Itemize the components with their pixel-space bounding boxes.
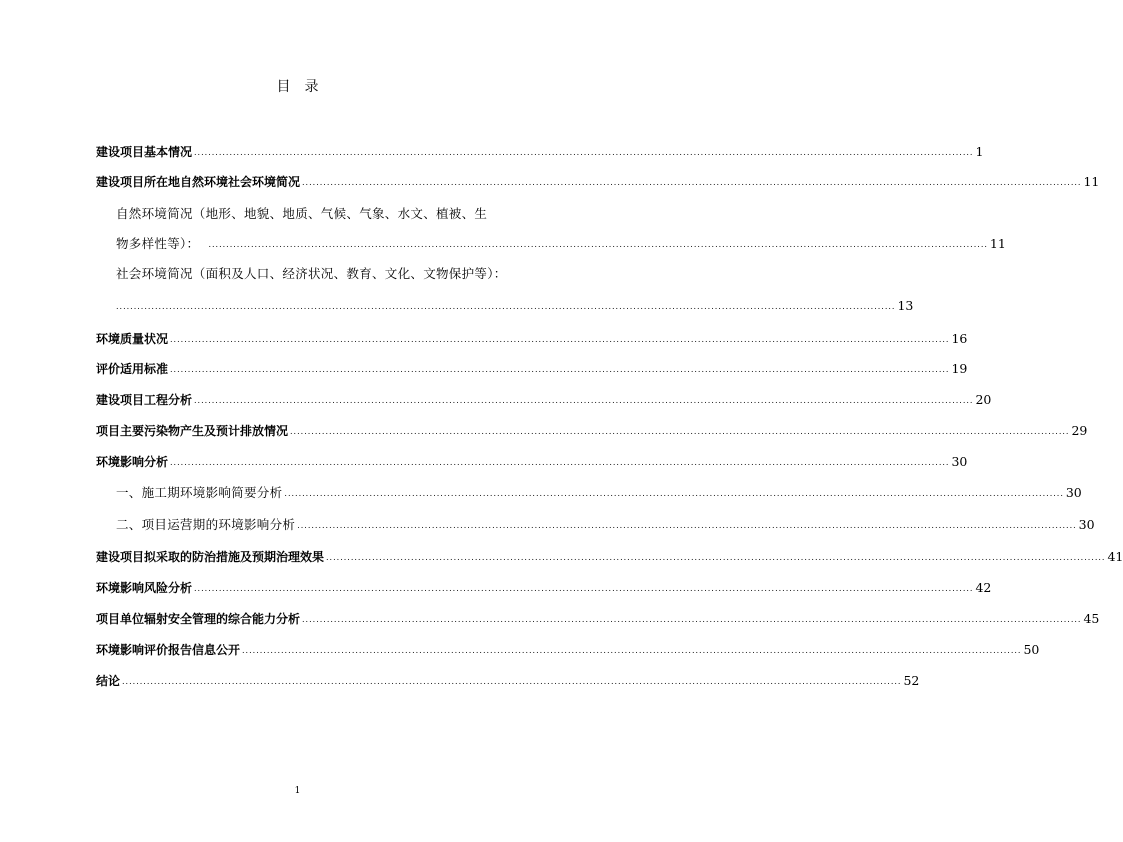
toc-entry-label: 建设项目工程分析 <box>96 393 193 407</box>
toc-leader-dots: ............................................................................................................................................................................................................................ <box>201 240 988 249</box>
toc-leader-dots: ............................................................................................................................................................................................................................ <box>194 396 974 405</box>
toc-entry-label: 一、施工期环境影响简要分析 <box>116 485 283 500</box>
toc-entry-page: 11 <box>1083 174 1100 189</box>
toc-entry[interactable] <box>96 545 1123 565</box>
toc-entry-label: 项目主要污染物产生及预计排放情况 <box>96 424 289 438</box>
toc-entry-page: 11 <box>989 236 1006 251</box>
toc-leader-dots: ............................................................................................................................................................................................................................ <box>194 148 974 157</box>
toc-leader-dots: ............................................................................................................................................................................................................................ <box>170 365 950 374</box>
toc-leader-dots: ............................................................................................................................................................................................................................ <box>297 521 1077 530</box>
toc-leader-dots: ............................................................................................................................................................................................................................ <box>242 646 1022 655</box>
toc-entry-page: 1 <box>975 144 984 159</box>
toc-entry-label: 二、项目运营期的环境影响分析 <box>116 517 296 532</box>
toc-entry-page: 50 <box>1023 642 1040 657</box>
toc-entry-label: 环境影响风险分析 <box>96 581 193 595</box>
toc-leader-dots: ............................................................................................................................................................................................................................ <box>326 553 1106 562</box>
toc-leader-dots: ............................................................................................................................................................................................................................ <box>194 584 974 593</box>
toc-entry-page: 45 <box>1083 611 1100 626</box>
toc-leader-dots: ............................................................................................................................................................................................................................ <box>170 458 950 467</box>
toc-entry[interactable] <box>116 294 914 314</box>
toc-entry[interactable] <box>96 170 1100 190</box>
toc-leader-dots: ............................................................................................................................................................................................................................ <box>302 615 1082 624</box>
toc-entry[interactable] <box>96 140 984 160</box>
toc-entry[interactable] <box>96 357 968 377</box>
toc-entry[interactable] <box>96 388 992 408</box>
toc-entry-page: 30 <box>1065 485 1082 500</box>
toc-entry-line[interactable] <box>116 202 514 222</box>
toc-entry-label: 环境影响评价报告信息公开 <box>96 643 241 657</box>
toc-leader-dots: ............................................................................................................................................................................................................................ <box>116 302 896 311</box>
toc-entry-label: 结论 <box>96 674 121 688</box>
toc-entry-line[interactable] <box>116 262 514 282</box>
toc-entry[interactable] <box>96 576 992 596</box>
toc-leader-dots: ............................................................................................................................................................................................................................ <box>170 335 950 344</box>
toc-entry-page: 41 <box>1107 549 1123 564</box>
toc-entry[interactable] <box>116 513 1095 533</box>
toc-title: 目 录 <box>276 79 319 95</box>
toc-entry[interactable] <box>116 481 1082 501</box>
toc-entry-label: 环境质量状况 <box>96 332 169 346</box>
toc-entry[interactable] <box>96 327 968 347</box>
toc-entry-page: 29 <box>1071 423 1088 438</box>
toc-entry[interactable] <box>96 419 1088 439</box>
toc-entry-label: 项目单位辐射安全管理的综合能力分析 <box>96 612 301 626</box>
toc-entry[interactable] <box>96 450 968 470</box>
toc-entry-page: 30 <box>951 454 968 469</box>
toc-entry-page: 42 <box>975 580 992 595</box>
toc-leader-dots: ............................................................................................................................................................................................................................ <box>284 489 1064 498</box>
toc-entry-label: 自然环境简况（地形、地貌、地质、气候、气象、水文、植被、生 <box>116 206 488 221</box>
toc-entry-label: 社会环境简况（面积及人口、经济状况、教育、文化、文物保护等）： <box>116 266 507 281</box>
toc-entry-page: 13 <box>897 298 914 313</box>
toc-entry-label: 评价适用标准 <box>96 362 169 376</box>
toc-entry[interactable] <box>116 232 1006 252</box>
toc-entry-page: 20 <box>975 392 992 407</box>
toc-entry[interactable] <box>96 669 920 689</box>
toc-leader-dots: ............................................................................................................................................................................................................................ <box>302 178 1082 187</box>
toc-leader-dots: ............................................................................................................................................................................................................................ <box>122 677 902 686</box>
page-number: 1 <box>294 786 301 796</box>
toc-entry-label: 物多样性等）： <box>116 236 200 251</box>
toc-entry-label: 建设项目基本情况 <box>96 145 193 159</box>
toc-entry-page: 30 <box>1078 517 1095 532</box>
toc-entry[interactable] <box>96 607 1100 627</box>
toc-entry[interactable] <box>96 638 1040 658</box>
toc-entry-label: 建设项目所在地自然环境社会环境简况 <box>96 175 301 189</box>
toc-leader-dots: ............................................................................................................................................................................................................................ <box>290 427 1070 436</box>
toc-entry-page: 19 <box>951 361 968 376</box>
toc-entry-label: 环境影响分析 <box>96 455 169 469</box>
toc-entry-page: 52 <box>903 673 920 688</box>
toc-entry-label: 建设项目拟采取的防治措施及预期治理效果 <box>96 550 325 564</box>
toc-entry-page: 16 <box>951 331 968 346</box>
